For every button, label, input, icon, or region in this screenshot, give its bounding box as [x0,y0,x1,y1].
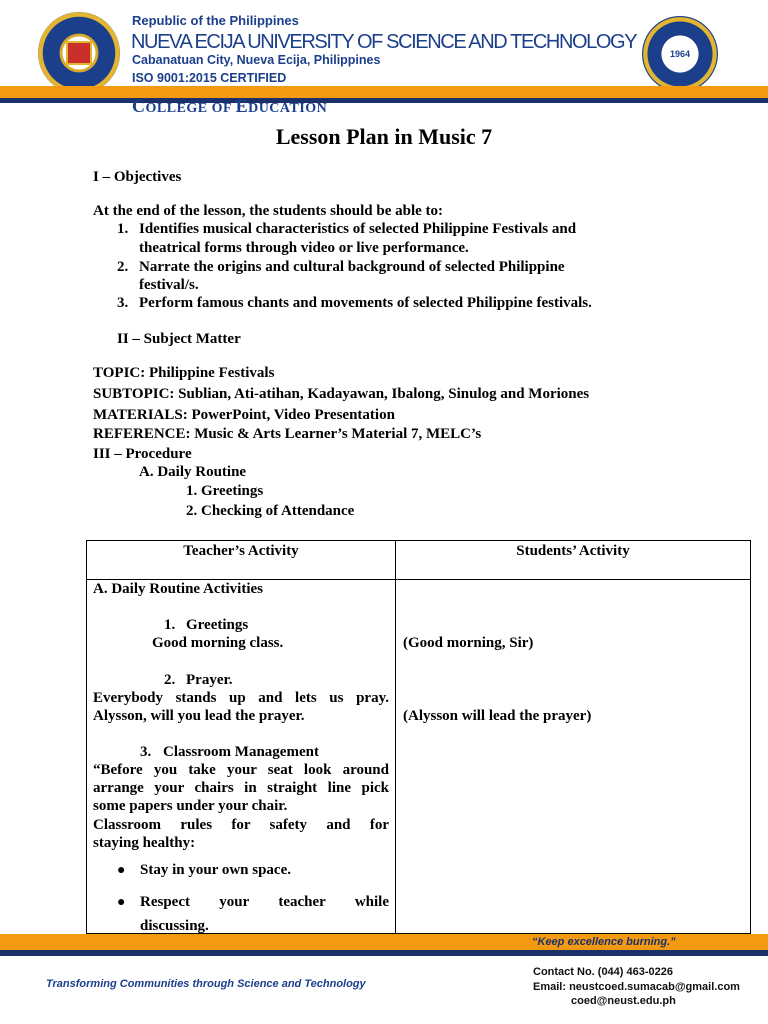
university-seal-logo [38,12,120,94]
prayer-response: (Alysson will lead the prayer) [403,708,592,724]
objective-number: 2. [117,259,129,275]
management-line: “Before you take your seat look around [93,762,389,778]
greetings-number: 1. [164,617,176,633]
page-title: Lesson Plan in Music 7 [275,124,493,149]
management-label: Classroom Management [163,744,319,760]
table-column-divider [395,541,396,933]
footer-tagline: “Keep excellence burning.” [532,936,676,948]
reference-line: REFERENCE: Music & Arts Learner’s Material 7, MELC’s [93,426,482,442]
footer-navy-band [0,950,768,956]
objective-number: 3. [117,295,129,311]
objectives-heading: I – Objectives [93,169,182,185]
prayer-line: Everybody stands up and lets us pray. [93,690,389,706]
greetings-label: Greetings [186,617,249,633]
procedure-heading: III – Procedure [93,446,192,462]
activity-table [86,540,751,934]
objective-text: theatrical forms through video or live performance. [139,240,469,256]
subject-matter-heading: II – Subject Matter [117,331,241,347]
rule-item: Stay in your own space. [140,862,291,878]
prayer-number: 2. [164,672,176,688]
subtopic-line: SUBTOPIC: Sublian, Ati-atihan, Kadayawan, Ibalong, Sinulog and Moriones [93,386,590,402]
rules-line: staying healthy: [93,835,196,851]
bullet-icon: ● [117,895,126,910]
contact-number: Contact No. (044) 463-0226 [533,966,673,978]
materials-line: MATERIALS: PowerPoint, Video Presentation [93,407,395,423]
students-activity-header: Students’ Activity [516,543,630,559]
iso-text: ISO 9001:2015 CERTIFIED [132,71,287,85]
bullet-icon: ● [117,863,126,878]
city-text: Cabanatuan City, Nueva Ecija, Philippines [132,53,381,67]
teacher-activity-header: Teacher’s Activity [183,543,299,559]
seal-shield-icon [66,41,92,65]
objective-number: 1. [117,221,129,237]
greetings-line: Good morning class. [152,635,284,651]
procedure-greetings: 1. Greetings [186,483,264,499]
daily-routine-section: A. Daily Routine Activities [93,581,263,597]
prayer-label: Prayer. [186,672,233,688]
management-number: 3. [140,744,152,760]
objective-text: Perform famous chants and movements of selected Philippine festivals. [139,295,592,311]
university-name: NUEVA ECIJA UNIVERSITY OF SCIENCE AND TECHNOLOGY [131,31,637,53]
header-orange-band [0,86,768,98]
objectives-intro: At the end of the lesson, the students should be able to: [93,203,444,219]
management-line: some papers under your chair. [93,798,288,814]
rule-item: Respect your teacher while [140,894,389,910]
procedure-attendance: 2. Checking of Attendance [186,503,355,519]
college-name: COLLEGE OF EDUCATION [132,96,328,116]
objective-text: Identifies musical characteristics of selected Philippine Festivals and [139,221,577,237]
republic-text: Republic of the Philippines [132,13,299,28]
topic-line: TOPIC: Philippine Festivals [93,365,275,381]
rules-line: Classroom rules for safety and for [93,817,389,833]
table-header-divider [87,579,750,580]
footer-motto: Transforming Communities through Science and Technology [46,978,366,990]
seal-year: 1964 [669,49,691,59]
rule-item-continuation: discussing. [140,918,209,934]
objective-text: Narrate the origins and cultural background of selected Philippine [139,259,565,275]
header-navy-band [0,98,768,103]
management-line: arrange your chairs in straight line pick [93,780,389,796]
objective-text: festival/s. [139,277,199,293]
contact-email: Email: neustcoed.sumacab@gmail.com [533,981,740,993]
college-seal-logo [642,16,718,92]
contact-email-secondary: coed@neust.edu.ph [571,995,676,1007]
prayer-line: Alysson, will you lead the prayer. [93,708,305,724]
greetings-response: (Good morning, Sir) [403,635,534,651]
procedure-daily-routine: A. Daily Routine [139,464,247,480]
